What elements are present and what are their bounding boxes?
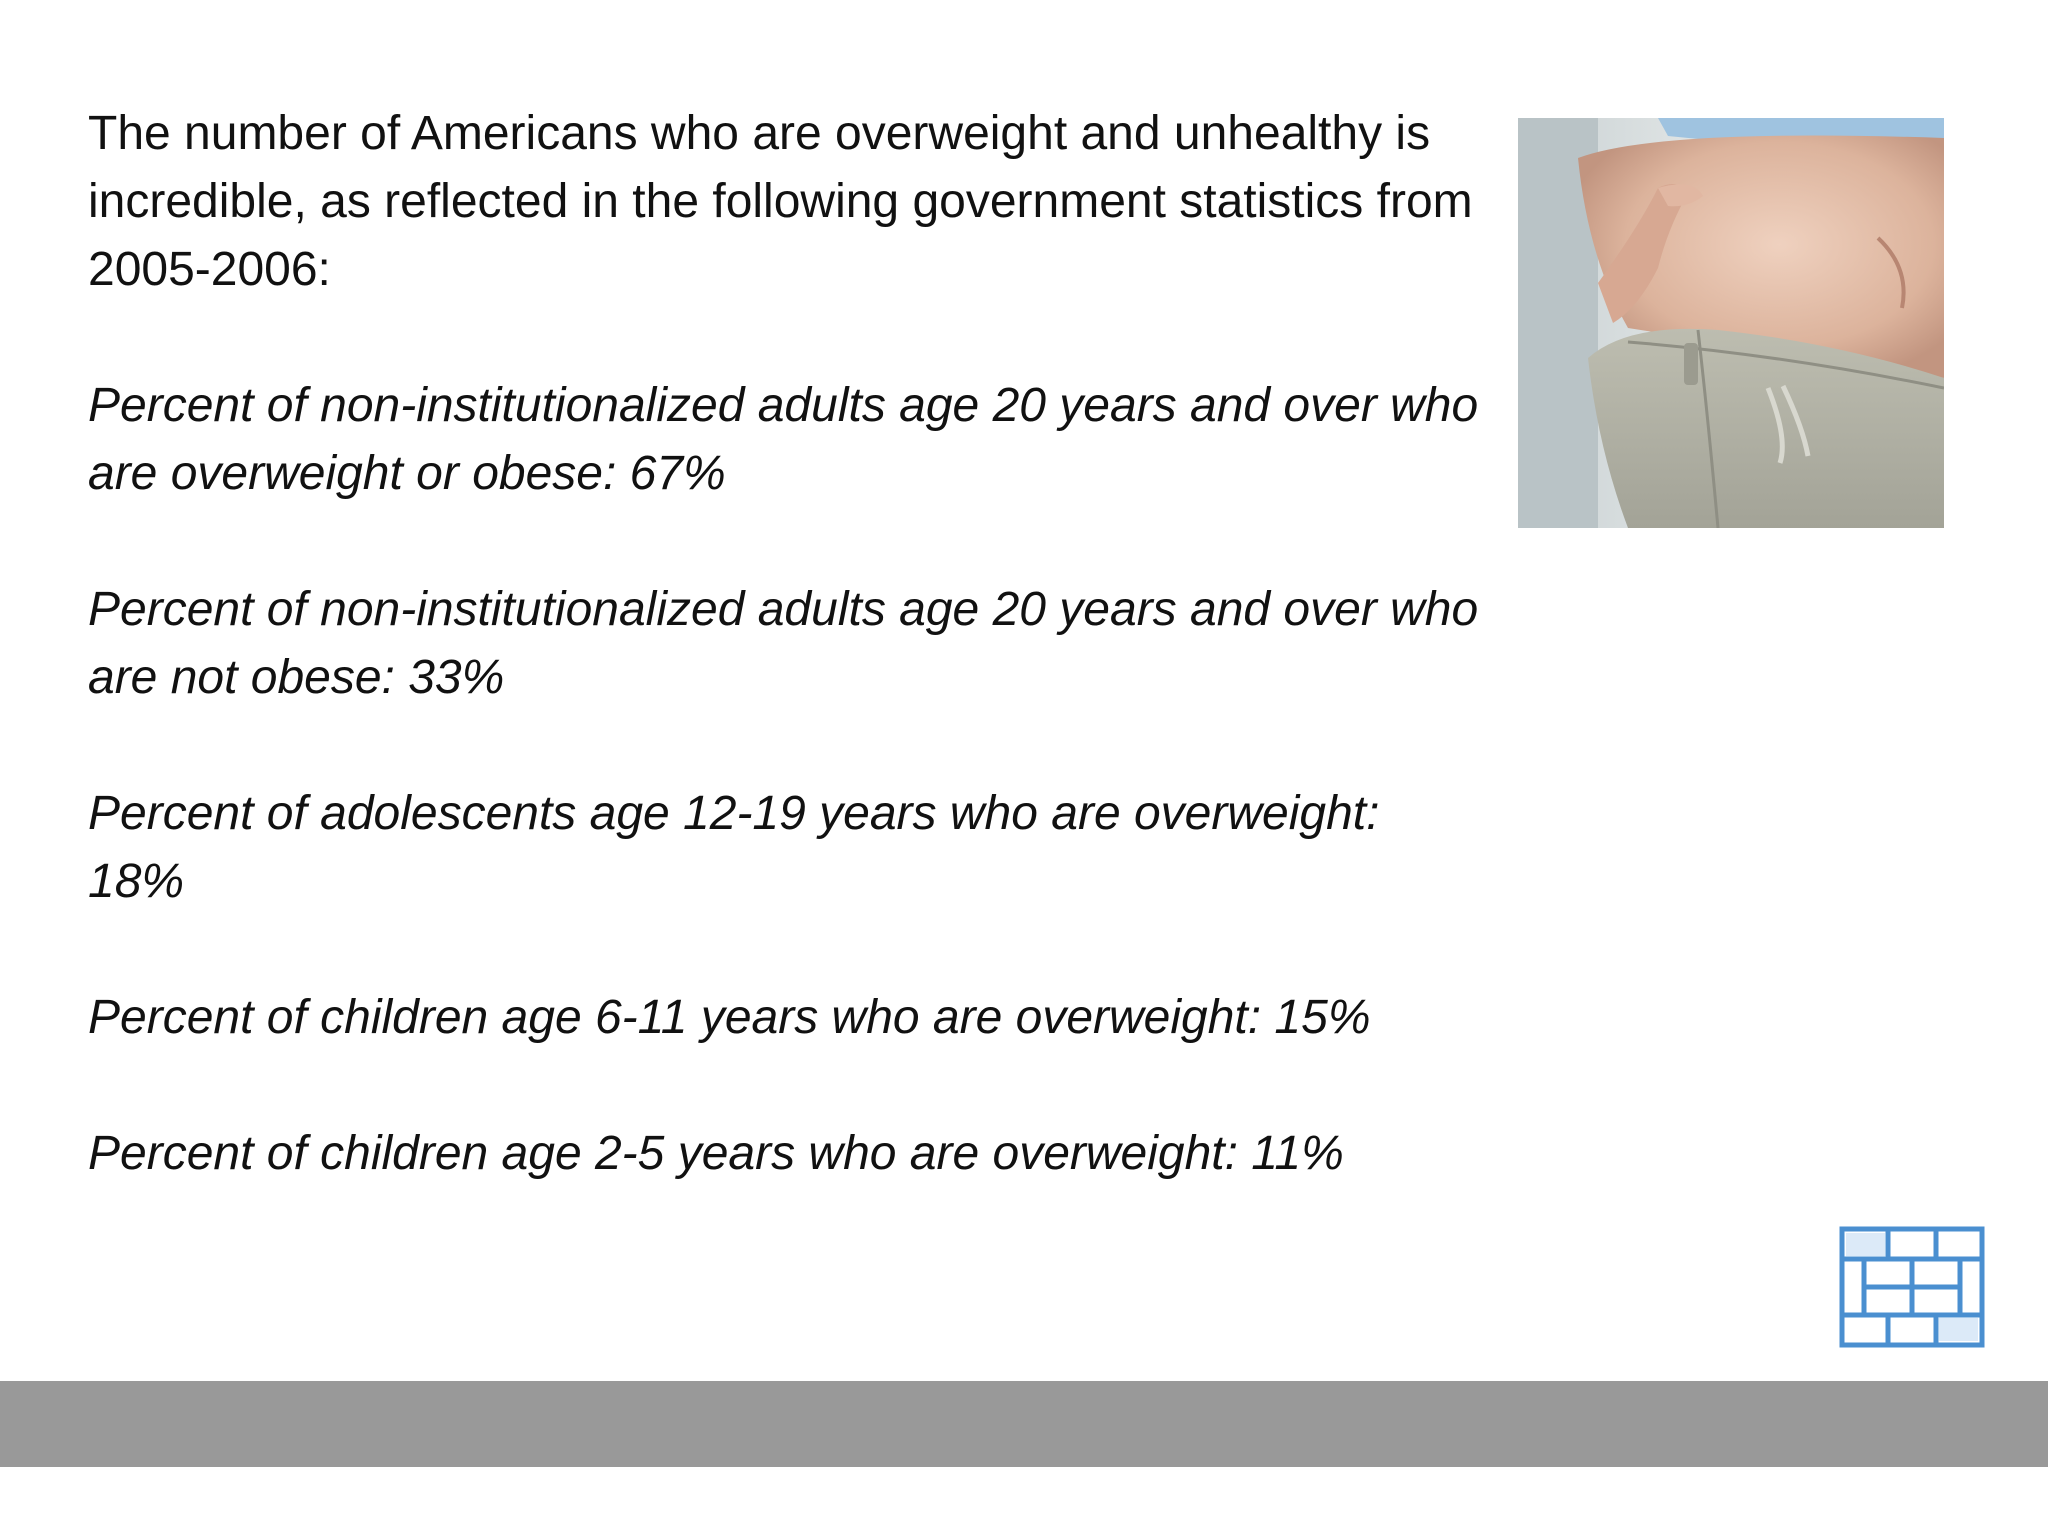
slide-body xyxy=(88,100,1488,1188)
footer-bar xyxy=(0,1381,2048,1467)
stat-adults-overweight: Percent of non-institutionalized adults age 20 years and over who are overweight or obese: 67% xyxy=(88,379,1479,500)
belly-photo xyxy=(1518,118,1944,528)
stat-adolescents: Percent of adolescents age 12-19 years who are overweight: 18% xyxy=(88,787,1380,908)
brick-logo-icon xyxy=(1838,1225,1986,1349)
stat-adults-not-obese: Percent of non-institutionalized adults age 20 years and over who are not obese: 33% xyxy=(88,583,1479,704)
stat-children-6-11: Percent of children age 6-11 years who are overweight: 15% xyxy=(88,991,1371,1044)
intro-paragraph: The number of Americans who are overweight and unhealthy is incredible, as reflected in the following government statistics from 2005-2006: xyxy=(88,107,1473,296)
stat-children-2-5: Percent of children age 2-5 years who are overweight: 11% xyxy=(88,1127,1344,1180)
